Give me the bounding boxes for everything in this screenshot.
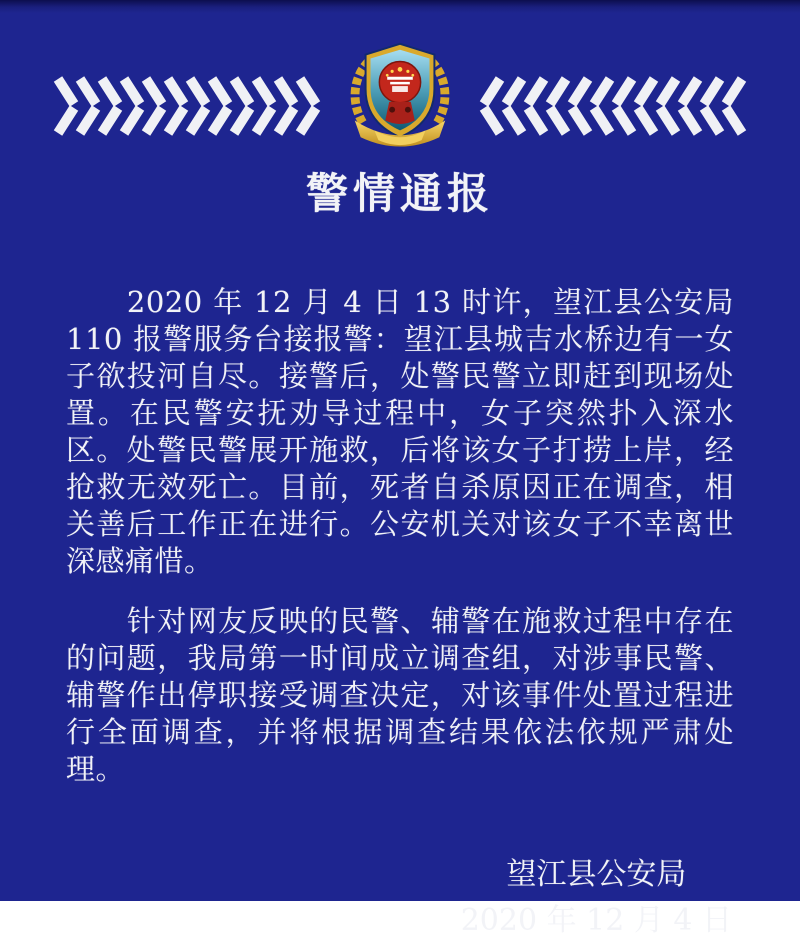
notice-body <box>66 284 734 788</box>
chevrons-left-icon <box>481 77 743 135</box>
header-banner <box>0 13 800 150</box>
signature-agency: 望江县公安局 <box>506 857 687 892</box>
notice-title: 警情通报 <box>305 169 494 218</box>
chevrons-right-icon <box>57 77 319 135</box>
signature-block <box>0 852 732 944</box>
notice-paragraph-1: 2020 年 12 月 4 日 13 时许，望江县公安局 110 报警服务台接报警：望江县城吉水桥边有一女子欲投河自尽。接警后，处警民警立即赶到现场处置。在民警安抚劝导过程中，女子突然扑入深水区。处警民警展开施救，后将该女子打捞上岸，经抢救无效死亡。目前，死者自杀原因正在调查，相关善后工作正在进行。公安机关对该女子不幸离世深感痛惜。 <box>66 285 734 578</box>
top-shade <box>0 0 800 13</box>
signature-date: 2020 年 12 月 4 日 <box>460 903 732 938</box>
police-badge-icon <box>341 32 459 150</box>
notice-paragraph-2: 针对网友反映的民警、辅警在施救过程中存在的问题，我局第一时间成立调查组，对涉事民警、辅警作出停职接受调查决定，对该事件处置过程进行全面调查，并将根据调查结果依法依规严肃处理。 <box>66 604 734 786</box>
